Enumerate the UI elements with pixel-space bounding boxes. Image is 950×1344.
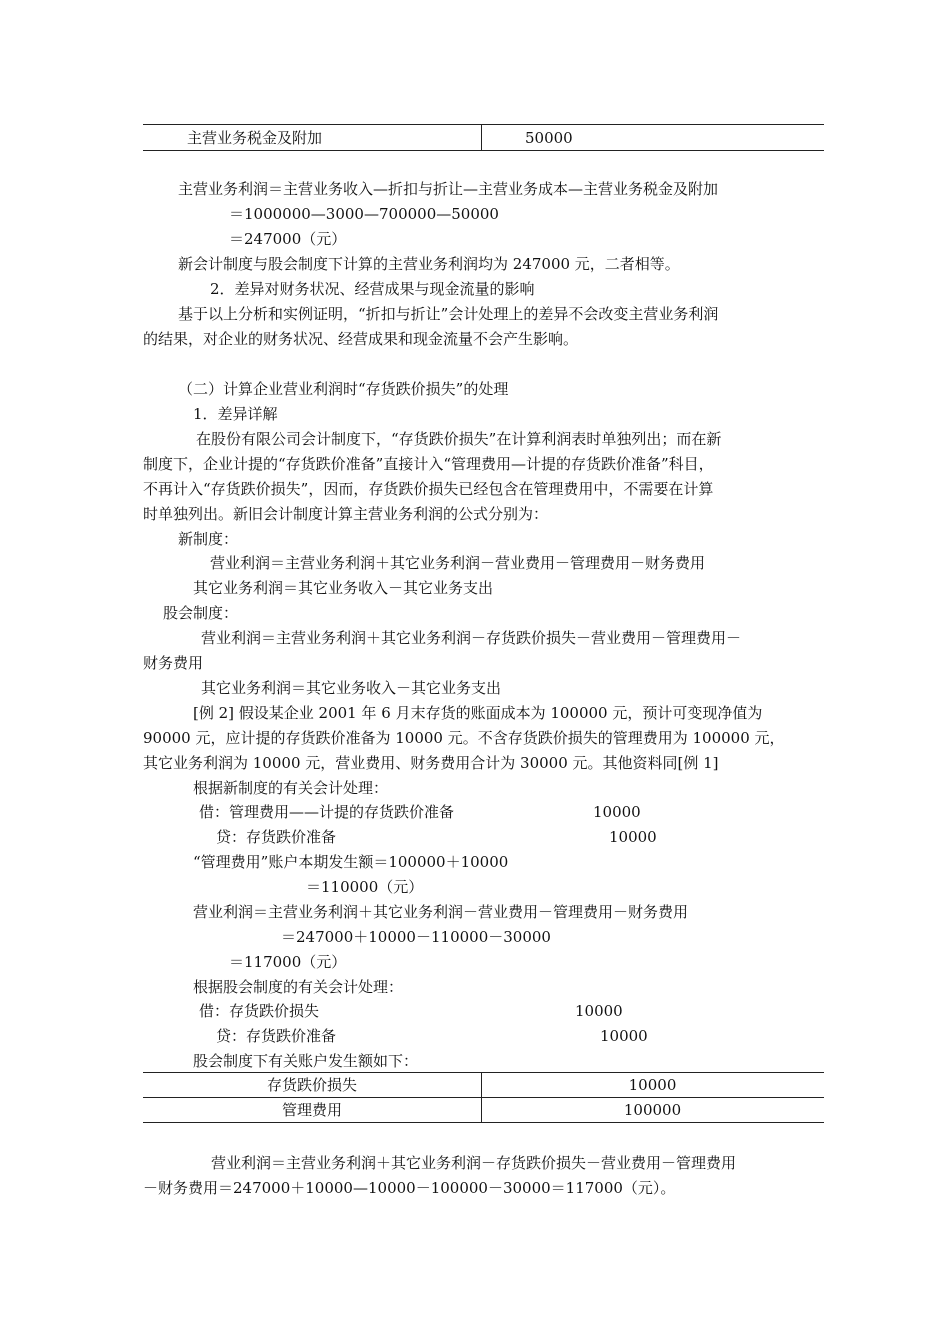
formula-line: 营业利润＝主营业务利润＋其它业务利润－存货跌价损失－营业费用－管理费用－ (201, 629, 742, 647)
formula-line: ＝1000000—3000—700000—50000 (229, 205, 499, 223)
table-cell-label: 管理费用 (281, 1101, 342, 1119)
journal-entry-credit: 贷：存货跌价准备 (216, 828, 337, 846)
paragraph-line: 根据股会制度的有关会计处理： (193, 978, 404, 996)
table-cell-value: 10000 (628, 1076, 677, 1094)
formula-line: －财务费用＝247000＋10000—10000－100000－30000＝117000（元）。 (143, 1179, 676, 1197)
formula-line: 营业利润＝主营业务利润＋其它业务利润－存货跌价损失－营业费用－管理费用 (211, 1154, 737, 1172)
journal-entry-amount: 10000 (575, 1002, 623, 1020)
paragraph-line: 制度下，企业计提的“存货跌价准备”直接计入“管理费用—计提的存货跌价准备”科目， (143, 455, 714, 473)
section-heading: （二）计算企业营业利润时“存货跌价损失”的处理 (178, 380, 509, 398)
table-column-divider (481, 124, 482, 150)
paragraph-line: [例 2] 假设某企业 2001 年 6 月末存货的账面成本为 100000 元，预计可变现净值为 (193, 704, 763, 722)
formula-line: 营业利润＝主营业务利润＋其它业务利润－营业费用－管理费用－财务费用 (193, 903, 689, 921)
formula-line: ＝110000（元） (306, 878, 424, 896)
paragraph-line: 90000 元，应计提的存货跌价准备为 10000 元。不含存货跌价损失的管理费用为 100000 元， (143, 729, 785, 747)
journal-entry-amount: 10000 (600, 1027, 648, 1045)
paragraph-line: 其它业务利润为 10000 元，营业费用、财务费用合计为 30000 元。其他资料同[例 1] (143, 754, 719, 772)
section-heading: 2．差异对财务状况、经营成果与现金流量的影响 (210, 280, 535, 298)
table-cell-label: 存货跌价损失 (266, 1076, 357, 1094)
paragraph-line: 股会制度： (163, 604, 239, 622)
paragraph-line: 不再计入“存货跌价损失”，因而，存货跌价损失已经包含在管理费用中，不需要在计算 (143, 480, 714, 498)
paragraph-line: 新会计制度与股会制度下计算的主营业务利润均为 247000 元，二者相等。 (178, 255, 680, 273)
formula-line: “管理费用”账户本期发生额＝100000＋10000 (193, 853, 509, 871)
table-cell-value: 50000 (525, 129, 573, 147)
formula-line: 主营业务利润＝主营业务收入—折扣与折让—主营业务成本—主营业务税金及附加 (178, 180, 719, 198)
table-bottom-border (143, 150, 824, 151)
table-top-border (143, 124, 824, 125)
table-bottom-border (143, 1122, 824, 1123)
table-cell-value: 100000 (623, 1101, 682, 1119)
paragraph-line: 的结果，对企业的财务状况、经营成果和现金流量不会产生影响。 (143, 330, 579, 348)
formula-line: 其它业务利润＝其它业务收入－其它业务支出 (193, 579, 494, 597)
formula-line: 营业利润＝主营业务利润＋其它业务利润－营业费用－管理费用－财务费用 (210, 554, 706, 572)
formula-line: ＝247000＋10000－110000－30000 (281, 928, 551, 946)
paragraph-line: 基于以上分析和实例证明，“折扣与折让”会计处理上的差异不会改变主营业务利润 (178, 305, 719, 323)
table-cell-label: 主营业务税金及附加 (187, 129, 323, 147)
section-heading: 1．差异详解 (193, 405, 278, 423)
paragraph-line: 在股份有限公司会计制度下，“存货跌价损失”在计算利润表时单独列出；而在新 (196, 430, 722, 448)
journal-entry-credit: 贷：存货跌价准备 (216, 1027, 337, 1045)
paragraph-line: 新制度： (178, 530, 239, 548)
formula-line: ＝117000（元） (229, 953, 347, 971)
journal-entry-amount: 10000 (593, 803, 641, 821)
journal-entry-debit: 借：管理费用——计提的存货跌价准备 (199, 803, 455, 821)
formula-line: 财务费用 (143, 654, 204, 672)
journal-entry-debit: 借：存货跌价损失 (199, 1002, 320, 1020)
paragraph-line: 根据新制度的有关会计处理： (193, 779, 389, 797)
journal-entry-amount: 10000 (609, 828, 657, 846)
formula-line: 其它业务利润＝其它业务收入－其它业务支出 (201, 679, 502, 697)
paragraph-line: 股会制度下有关账户发生额如下： (193, 1052, 419, 1070)
formula-line: ＝247000（元） (229, 230, 347, 248)
paragraph-line: 时单独列出。新旧会计制度计算主营业务利润的公式分别为： (143, 505, 549, 523)
